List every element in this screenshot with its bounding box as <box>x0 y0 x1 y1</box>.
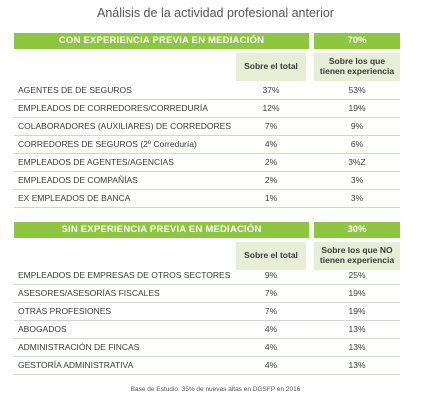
table-row <box>14 321 400 339</box>
row-experience: 25% <box>348 270 366 280</box>
row-experience: 3% <box>350 175 364 185</box>
table-row <box>14 100 400 118</box>
row-total: 7% <box>264 306 278 316</box>
row-total: 1% <box>264 193 278 203</box>
table-row <box>14 303 400 321</box>
row-experience: 13% <box>348 342 366 352</box>
section-with-experience <box>14 33 400 203</box>
table-row <box>14 267 400 285</box>
row-total: 4% <box>264 342 278 352</box>
table-row <box>14 285 400 303</box>
row-experience: 13% <box>348 360 366 370</box>
row-experience: 6% <box>350 139 364 149</box>
section-header: SIN EXPERIENCIA PREVIA EN MEDIACIÓN <box>14 222 309 238</box>
row-total: 37% <box>262 85 280 95</box>
row-total: 2% <box>264 175 278 185</box>
row-label: ABOGADOS <box>18 324 67 334</box>
row-experience: 19% <box>348 103 366 113</box>
row-label: ADMINISTRACIÓN DE FINCAS <box>18 342 140 352</box>
footnote: Base de Estudio: 35% de nuevas altas en DGSFP en 2016 <box>130 386 301 393</box>
table-row <box>14 172 400 190</box>
row-experience: 19% <box>348 306 366 316</box>
row-experience: 53% <box>348 85 366 95</box>
table-row <box>14 82 400 100</box>
row-label: AGENTES DE DE SEGUROS <box>18 85 132 95</box>
row-total: 4% <box>264 139 278 149</box>
row-total: 2% <box>264 157 278 167</box>
section-share: 70% <box>314 33 400 49</box>
row-experience: 19% <box>348 288 366 298</box>
section-share: 30% <box>314 222 400 238</box>
row-label: CORREDORES DE SEGUROS (2º Correduría) <box>18 139 197 149</box>
table-row <box>14 339 400 357</box>
row-total: 12% <box>262 103 280 113</box>
page-title: Análisis de la actividad profesional anterior <box>97 6 334 20</box>
section-without-experience <box>14 222 400 372</box>
row-label: EMPLEADOS DE CORREDORES/CORREDURÍA <box>18 103 208 113</box>
row-label: EMPLEADOS DE EMPRESAS DE OTROS SECTORES <box>18 270 231 280</box>
row-label: OTRAS PROFESIONES <box>18 306 112 316</box>
row-total: 9% <box>264 270 278 280</box>
column-header-total: Sobre el total <box>236 53 306 81</box>
column-header-experience: Sobre los que tienen experiencia <box>314 53 400 81</box>
table-row <box>14 118 400 136</box>
row-label: GESTORÍA ADMINISTRATIVA <box>18 360 134 370</box>
row-experience: 3% <box>350 193 364 203</box>
row-label: EMPLEADOS DE AGENTES/AGENCIAS <box>18 157 174 167</box>
row-label: COLABORADORES (AUXILIARES) DE CORREDORES <box>18 121 232 131</box>
table-row <box>14 154 400 172</box>
row-label: EX EMPLEADOS DE BANCA <box>18 193 131 203</box>
column-header-no-experience: Sobre los que NO tienen experiencia <box>314 242 400 270</box>
section-header: CON EXPERIENCIA PREVIA EN MEDIACIÓN <box>14 33 309 49</box>
table-row <box>14 190 400 208</box>
row-total: 7% <box>264 121 278 131</box>
row-experience: 13% <box>348 324 366 334</box>
row-total: 7% <box>264 288 278 298</box>
row-label: EMPLEADOS DE COMPAÑÍAS <box>18 175 138 185</box>
table-row <box>14 136 400 154</box>
row-label: ASESORES/ASESORÍAS FISCALES <box>18 288 160 298</box>
table-row <box>14 357 400 375</box>
column-header-total: Sobre el total <box>236 242 306 270</box>
row-total: 4% <box>264 360 278 370</box>
row-experience: 3%Z <box>348 157 366 167</box>
row-experience: 9% <box>350 121 364 131</box>
row-total: 4% <box>264 324 278 334</box>
